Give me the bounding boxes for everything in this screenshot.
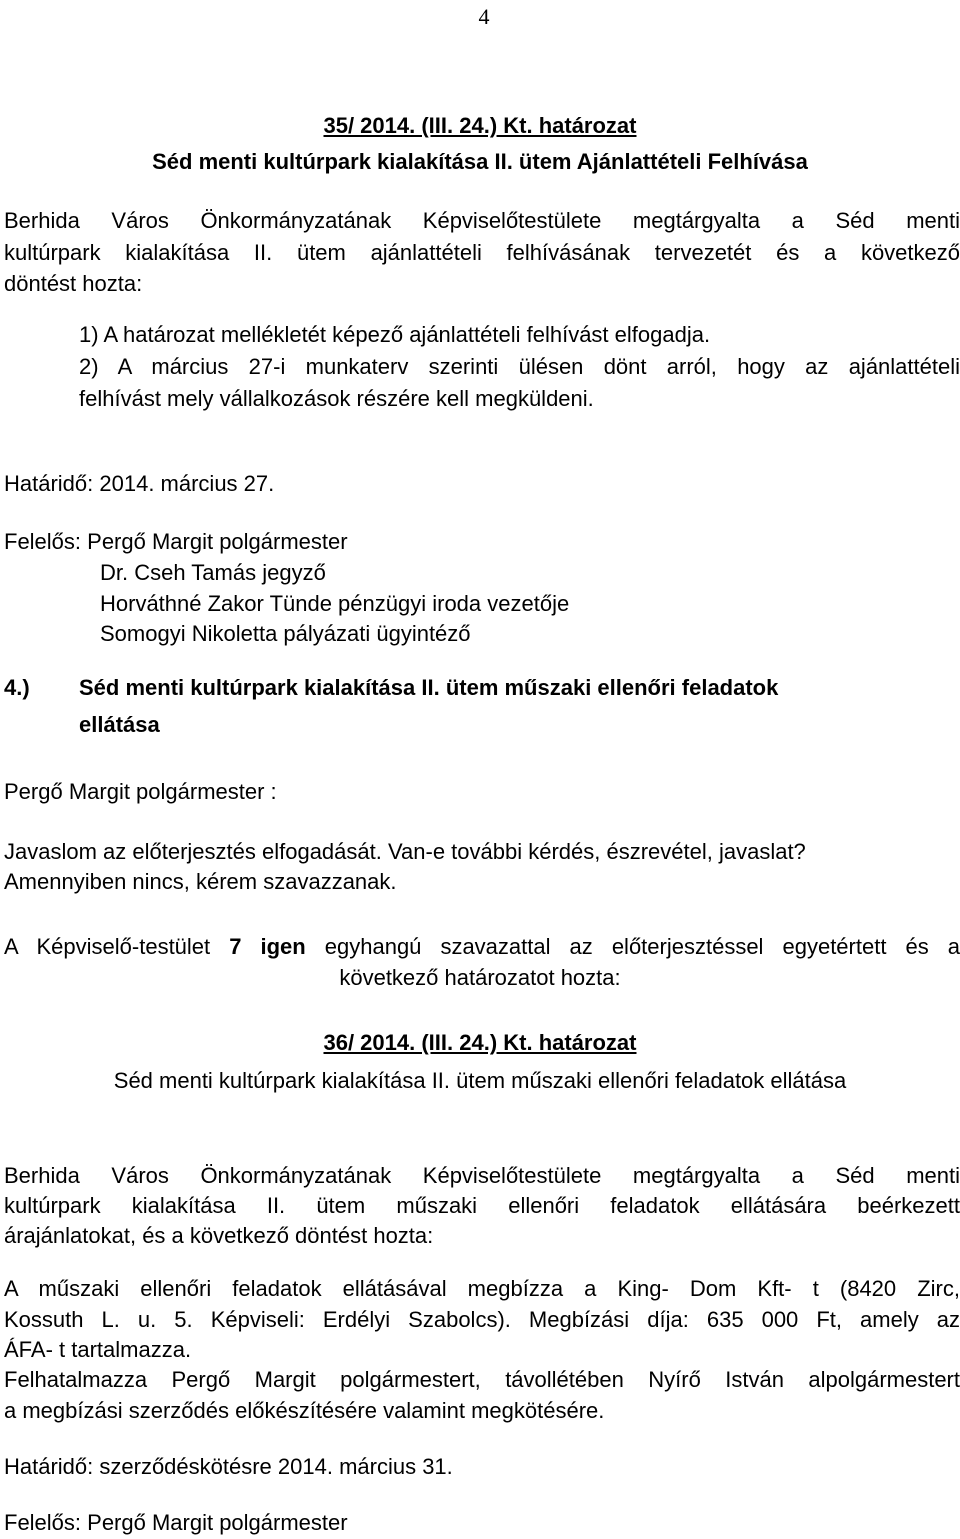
resolution-36-body-2-line-2: a megbízási szerződés előkészítésére valamint megkötésére. <box>4 1398 605 1423</box>
resolution-35-item-2-line-1: 2) A március 27-i munkaterv szerinti ülésen dönt arról, hogy az ajánlattételi <box>79 354 960 379</box>
vote-result-line-1 <box>4 934 960 960</box>
resolution-36-deadline: Határidő: szerződéskötésre 2014. március 31. <box>4 1454 453 1479</box>
vote-result-line-2: következő határozatot hozta: <box>339 965 621 990</box>
resolution-35-responsible-2: Dr. Cseh Tamás jegyző <box>100 560 326 585</box>
proposal-line-1: Javaslom az előterjesztés elfogadását. Van-e további kérdés, észrevétel, javaslat? <box>4 839 806 864</box>
proposal-line-2: Amennyiben nincs, kérem szavazzanak. <box>4 869 397 894</box>
vote-count: 7 igen <box>229 934 306 959</box>
resolution-35-item-2-line-2: felhívást mely vállalkozások részére kell megküldeni. <box>79 386 594 411</box>
speaker-label: Pergő Margit polgármester : <box>4 779 277 804</box>
resolution-35-intro-line-2: kultúrpark kialakítása II. ütem ajánlattételi felhívásának tervezetét és a következő <box>4 240 960 265</box>
resolution-36-subtitle: Séd menti kultúrpark kialakítása II. ütem műszaki ellenőri feladatok ellátása <box>113 1068 847 1093</box>
vote-text-post: egyhangú szavazattal az előterjesztéssel egyetértett és a <box>305 934 960 959</box>
resolution-35-deadline: Határidő: 2014. március 27. <box>4 471 275 496</box>
resolution-35-responsible-3: Horváthné Zakor Tünde pénzügyi iroda vezetője <box>100 591 570 616</box>
section-4-title-line-1: Séd menti kultúrpark kialakítása II. ütem műszaki ellenőri feladatok <box>79 675 779 700</box>
resolution-36-body-1-line-3: ÁFA- t tartalmazza. <box>4 1337 192 1362</box>
vote-text-pre: A Képviselő-testület <box>4 934 230 959</box>
resolution-35-item-1: 1) A határozat mellékletét képező ajánlattételi felhívást elfogadja. <box>79 322 711 347</box>
resolution-36-intro-line-2: kultúrpark kialakítása II. ütem műszaki ellenőri feladatok ellátására beérkezett <box>4 1193 960 1218</box>
resolution-36-body-2-line-1: Felhatalmazza Pergő Margit polgármestert, távollétében Nyírő István alpolgármestert <box>4 1367 960 1392</box>
resolution-35-subtitle: Séd menti kultúrpark kialakítása II. ütem Ajánlattételi Felhívása <box>152 149 808 174</box>
resolution-35-heading: 35/ 2014. (III. 24.) Kt. határozat <box>323 113 637 138</box>
resolution-36-intro-line-3: árajánlatokat, és a következő döntést hozta: <box>4 1223 434 1248</box>
resolution-36-body-1-line-2: Kossuth L. u. 5. Képviseli: Erdélyi Szabolcs). Megbízási díja: 635 000 Ft, amely az <box>4 1307 960 1332</box>
resolution-35-responsible-4: Somogyi Nikoletta pályázati ügyintéző <box>100 621 471 646</box>
section-4-title-line-2: ellátása <box>79 712 160 737</box>
resolution-36-body-1-line-1: A műszaki ellenőri feladatok ellátásával megbízza a King- Dom Kft- t (8420 Zirc, <box>4 1276 960 1301</box>
resolution-35-intro-line-3: döntést hozta: <box>4 271 143 296</box>
resolution-35-responsible-1: Felelős: Pergő Margit polgármester <box>4 529 348 554</box>
resolution-36-heading: 36/ 2014. (III. 24.) Kt. határozat <box>323 1030 637 1055</box>
page-number: 4 <box>478 4 490 29</box>
section-4-number: 4.) <box>4 675 30 700</box>
resolution-35-intro-line-1: Berhida Város Önkormányzatának Képviselőtestülete megtárgyalta a Séd menti <box>4 208 960 233</box>
resolution-36-responsible-1: Felelős: Pergő Margit polgármester <box>4 1510 348 1535</box>
resolution-36-intro-line-1: Berhida Város Önkormányzatának Képviselőtestülete megtárgyalta a Séd menti <box>4 1163 960 1188</box>
